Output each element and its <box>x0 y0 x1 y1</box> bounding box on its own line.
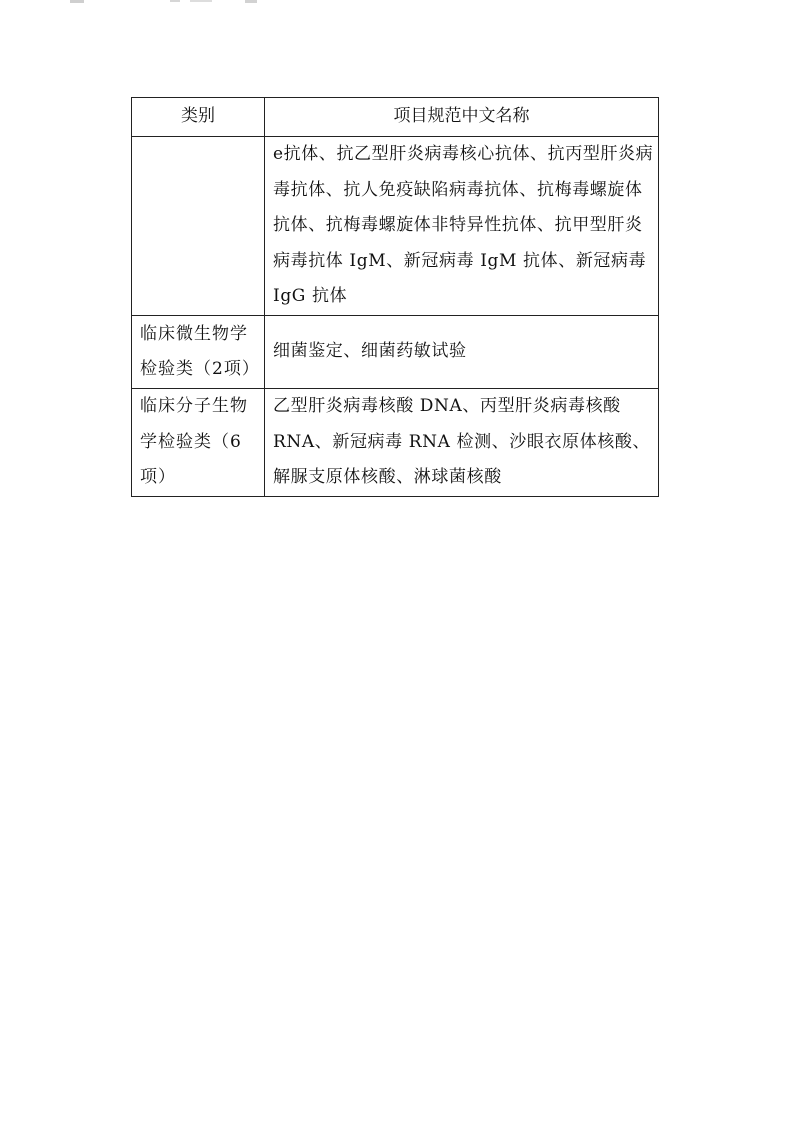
project-names-cell: 乙型肝炎病毒核酸 DNA、丙型肝炎病毒核酸 RNA、新冠病毒 RNA 检测、沙眼衣原体核酸、解脲支原体核酸、淋球菌核酸 <box>265 389 659 497</box>
category-cell <box>132 137 265 316</box>
project-names-cell: 细菌鉴定、细菌药敏试验 <box>265 316 659 389</box>
scan-edge-marks <box>70 0 330 6</box>
table-header-row <box>132 98 659 137</box>
category-cell: 临床微生物学检验类（2项） <box>132 316 265 389</box>
header-category: 类别 <box>132 98 265 137</box>
header-project-name: 项目规范中文名称 <box>265 98 659 137</box>
project-name-table <box>131 97 659 497</box>
table-row <box>132 389 659 497</box>
category-cell: 临床分子生物学检验类（6项） <box>132 389 265 497</box>
table-row <box>132 137 659 316</box>
table-row <box>132 316 659 389</box>
project-names-cell: e抗体、抗乙型肝炎病毒核心抗体、抗丙型肝炎病毒抗体、抗人免疫缺陷病毒抗体、抗梅毒螺旋体抗体、抗梅毒螺旋体非特异性抗体、抗甲型肝炎病毒抗体 IgM、新冠病毒 IgM 抗体、新冠病毒 IgG 抗体 <box>265 137 659 316</box>
